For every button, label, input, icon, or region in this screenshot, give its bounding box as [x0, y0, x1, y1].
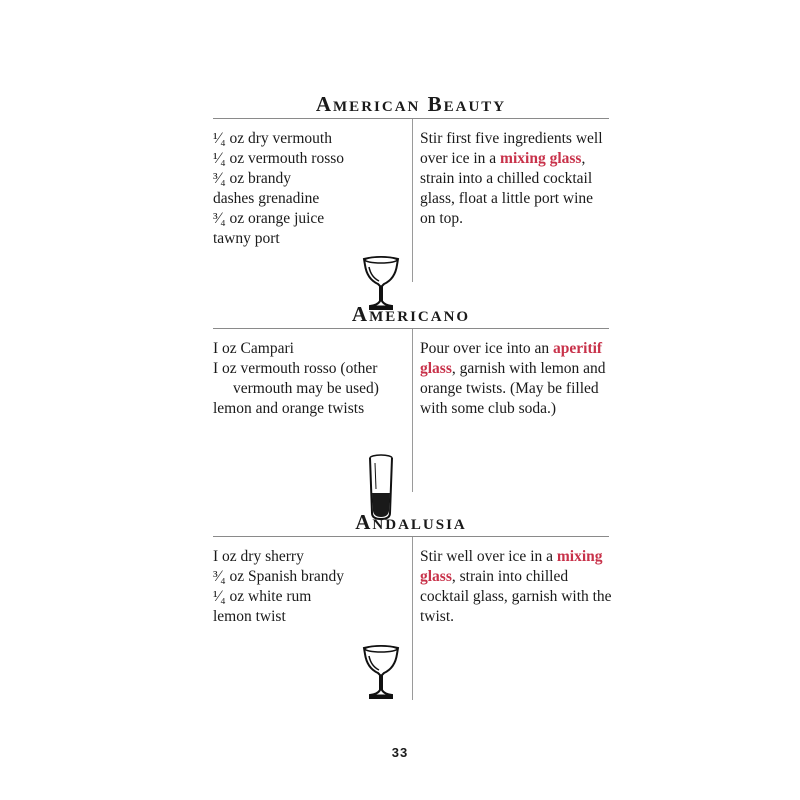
page-number: 33 [391, 745, 409, 760]
ingredient-item: lemon and orange twists [213, 400, 365, 417]
recipe-body [213, 537, 612, 700]
column-divider [412, 537, 413, 700]
recipe-instructions: Stir well over ice in a mixing glass, strain into chilled cocktail glass, garnish with the twist. [420, 548, 612, 625]
column-divider [412, 329, 413, 492]
recipe-andalusia [213, 510, 612, 700]
recipe-body [213, 119, 609, 282]
recipe-title: American Beauty [315, 92, 507, 116]
ingredient-list [213, 547, 403, 627]
recipe-instructions: Pour over ice into an aperitif glass, garnish with lemon and orange twists. (May be filled with some club soda.) [420, 340, 606, 417]
recipe-american-beauty [213, 93, 609, 282]
recipe-americano [213, 303, 609, 492]
column-divider [412, 119, 413, 282]
ingredient-item: lemon twist [213, 608, 286, 625]
ingredient-item: ¹⁄₄ oz dry vermouth [213, 130, 332, 147]
ingredient-item: ³⁄₄ oz brandy [213, 170, 292, 187]
ingredient-item: I oz dry sherry [213, 548, 304, 565]
ingredient-item: ¹⁄₄ oz white rum [213, 588, 312, 605]
ingredient-item: I oz Campari [213, 340, 294, 357]
ingredient-list [213, 339, 403, 419]
ingredient-item: ³⁄₄ oz Spanish brandy [213, 568, 345, 585]
ingredient-item: vermouth may be used) [233, 380, 379, 397]
mixing-glass-link[interactable]: mixing glass [500, 150, 582, 167]
ingredient-item: I oz vermouth rosso (other [213, 360, 378, 377]
ingredient-item: ¹⁄₄ oz vermouth rosso [213, 150, 345, 167]
ingredient-item: ³⁄₄ oz orange juice [213, 210, 325, 227]
recipe-title: Andalusia [355, 510, 467, 534]
ingredient-list [213, 129, 403, 249]
ingredient-item: dashes grenadine [213, 190, 320, 207]
ingredient-item: tawny port [213, 230, 280, 247]
cocktail-glass-icon [361, 642, 401, 702]
recipe-title: Americano [351, 302, 471, 326]
mixing-glass-link[interactable]: mixing glass [420, 548, 603, 585]
recipe-instructions: Stir first five ingredients well over ice in a mixing glass, strain into a chilled cocktail glass, float a little port wine on top. [420, 130, 603, 227]
recipe-body [213, 329, 609, 492]
aperitif-glass-link[interactable]: aperitif glass [420, 340, 603, 377]
